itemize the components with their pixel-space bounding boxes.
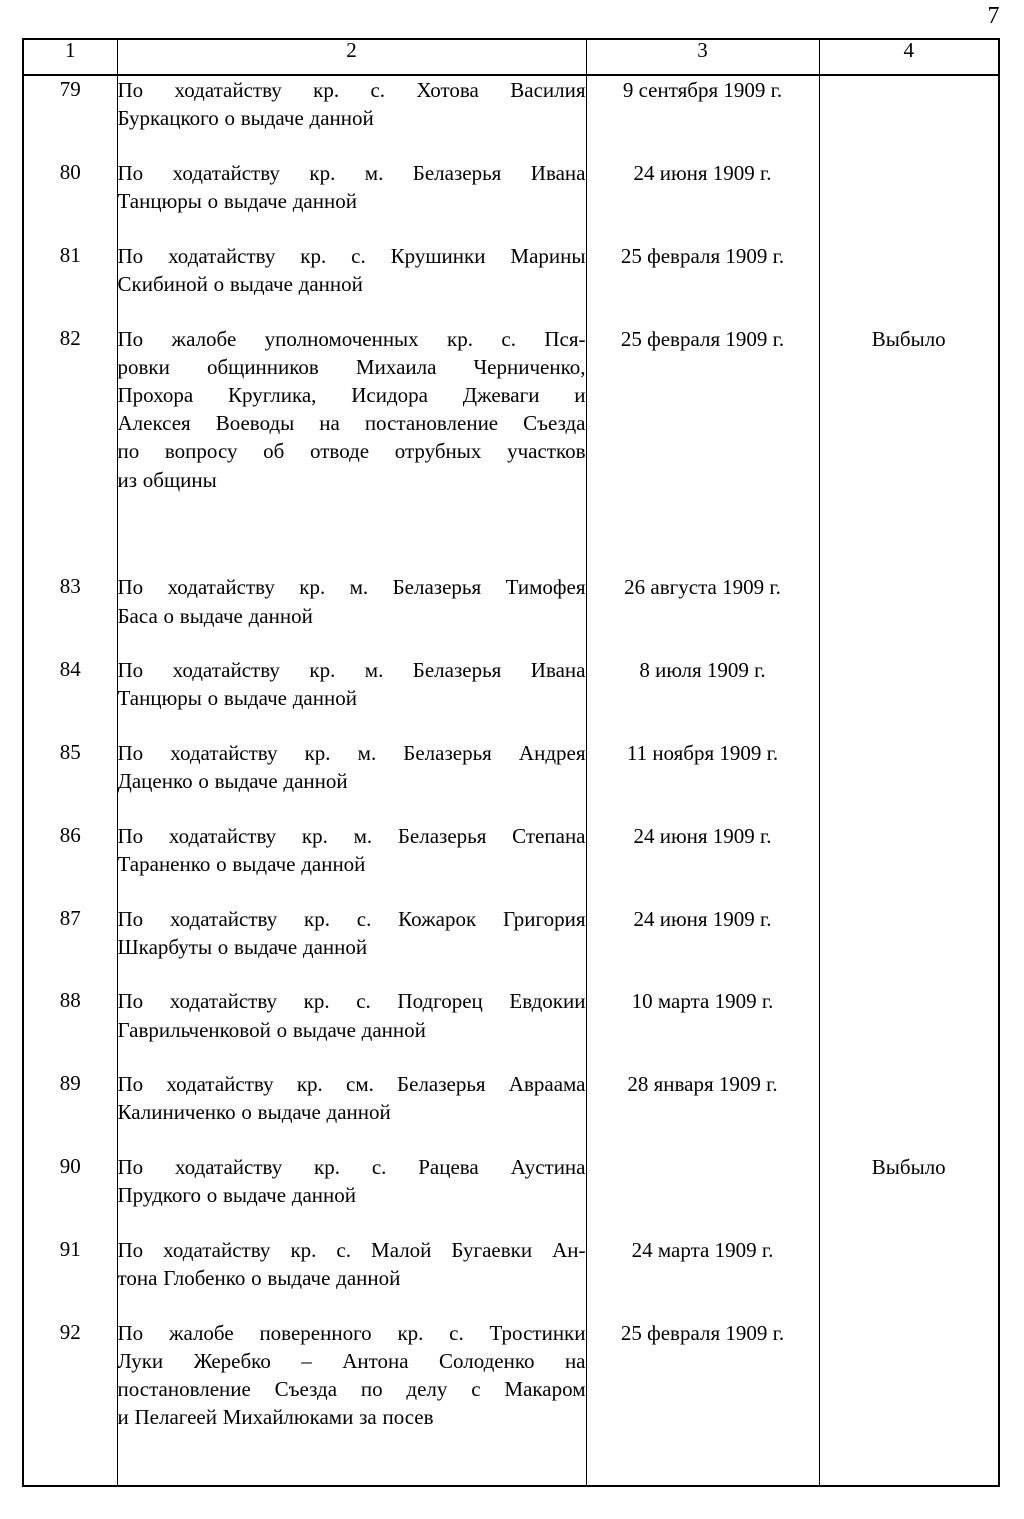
case-description-line: и Пелагеей Михайлюками за посев — [117, 1405, 434, 1430]
table-row — [23, 1236, 999, 1319]
case-description-cell — [117, 987, 586, 1070]
table-row — [23, 987, 999, 1070]
case-description-line: По жалобе уполномоченных кр. с. Пся- — [117, 326, 586, 351]
case-description-line: ровки общинников Михаила Черниченко, — [117, 355, 586, 380]
case-description-line: По ходатайству кр. с. Кожарок Григория — [117, 906, 586, 931]
decision-date-cell: 24 июня 1909 г. — [586, 905, 819, 988]
table-row — [23, 822, 999, 905]
decision-date-cell: 24 марта 1909 г. — [586, 1236, 819, 1319]
case-description-cell — [117, 242, 586, 325]
case-description-line: Калиниченко о выдаче данной — [117, 1100, 391, 1125]
note-cell — [819, 159, 999, 242]
case-description-line: По ходатайству кр. с. Хотова Василия — [117, 78, 586, 102]
note-cell — [819, 656, 999, 739]
case-description-line: По ходатайству кр. с. Рацева Аустина — [117, 1155, 586, 1180]
row-number-cell: 90 — [23, 1153, 117, 1236]
table-row — [23, 739, 999, 822]
table-row — [23, 159, 999, 242]
row-number-cell: 79 — [23, 75, 117, 159]
table-row — [23, 1319, 999, 1485]
case-description-line: Тараненко о выдаче данной — [117, 851, 366, 876]
case-description-line: Даценко о выдаче данной — [117, 769, 348, 794]
row-number-cell: 84 — [23, 656, 117, 739]
table-filler-cell — [23, 1484, 117, 1486]
note-cell — [819, 1236, 999, 1319]
table-row — [23, 242, 999, 325]
row-number-cell: 86 — [23, 822, 117, 905]
case-description-cell — [117, 739, 586, 822]
case-description-line: по вопросу об отводе отрубных участков — [117, 439, 586, 464]
decision-date-cell: 25 февраля 1909 г. — [586, 325, 819, 573]
row-number-cell: 83 — [23, 573, 117, 656]
case-description-line: По ходатайству кр. м. Белазерья Ивана — [117, 658, 586, 683]
case-description-line: Танцюры о выдаче данной — [117, 189, 357, 214]
note-cell — [819, 905, 999, 988]
case-description-cell — [117, 1236, 586, 1319]
case-description-line: Алексея Воеводы на постановление Съезда — [117, 411, 586, 436]
case-description-line: Буркацкого о выдаче данной — [117, 106, 374, 131]
row-number-cell: 92 — [23, 1319, 117, 1485]
row-number-cell: 91 — [23, 1236, 117, 1319]
note-cell — [819, 242, 999, 325]
note-cell — [819, 1070, 999, 1153]
decision-date-cell — [586, 1153, 819, 1236]
case-description-cell — [117, 905, 586, 988]
table-row — [23, 1070, 999, 1153]
case-description-cell — [117, 656, 586, 739]
case-description-line: По ходатайству кр. м. Белазерья Андрея — [117, 741, 586, 766]
decision-date-cell: 26 августа 1909 г. — [586, 573, 819, 656]
decision-date-cell: 24 июня 1909 г. — [586, 159, 819, 242]
case-description-line: постановление Съезда по делу с Макаром — [117, 1376, 586, 1401]
case-description-line: Скибиной о выдаче данной — [117, 272, 363, 297]
table-row — [23, 905, 999, 988]
case-description-line: По жалобе поверенного кр. с. Тростинки — [117, 1320, 586, 1345]
case-description-line: По ходатайству кр. с. Малой Бугаевки Ан- — [117, 1237, 586, 1262]
decision-date-cell: 25 февраля 1909 г. — [586, 242, 819, 325]
table-row — [23, 573, 999, 656]
column-header-4: 4 — [819, 39, 999, 75]
table-body — [23, 75, 999, 1486]
note-cell: Выбыло — [819, 325, 999, 573]
case-description-cell — [117, 1070, 586, 1153]
row-number-cell: 87 — [23, 905, 117, 988]
note-cell — [819, 987, 999, 1070]
note-cell — [819, 822, 999, 905]
case-description-cell — [117, 159, 586, 242]
document-sheet — [22, 38, 1000, 1487]
table-filler-cell — [819, 1484, 999, 1486]
case-description-cell — [117, 1319, 586, 1485]
table-row — [23, 325, 999, 573]
row-number-cell: 89 — [23, 1070, 117, 1153]
column-number-row — [23, 39, 999, 75]
case-description-line: Прохора Круглика, Исидора Джеваги и — [117, 383, 586, 408]
case-description-line: По ходатайству кр. см. Белазерья Авраама — [117, 1072, 586, 1097]
case-description-line: По ходатайству кр. с. Крушинки Марины — [117, 244, 586, 269]
case-description-cell — [117, 573, 586, 656]
decision-date-cell: 25 февраля 1909 г. — [586, 1319, 819, 1485]
table-row — [23, 656, 999, 739]
table-header — [23, 39, 999, 75]
decision-date-cell: 9 сентября 1909 г. — [586, 75, 819, 159]
case-description-line: Гаврильченковой о выдаче данной — [117, 1017, 426, 1042]
case-description-line: Баса о выдаче данной — [117, 603, 313, 628]
column-header-3: 3 — [586, 39, 819, 75]
row-number-cell: 82 — [23, 325, 117, 573]
table-filler-cell — [117, 1484, 586, 1486]
case-description-line: По ходатайству кр. м. Белазерья Ивана — [117, 161, 586, 186]
note-cell — [819, 1319, 999, 1485]
decision-date-cell: 24 июня 1909 г. — [586, 822, 819, 905]
row-number-cell: 80 — [23, 159, 117, 242]
case-description-line: По ходатайству кр. с. Подгорец Евдокии — [117, 989, 586, 1014]
page-number: 7 — [987, 3, 1000, 29]
note-cell — [819, 75, 999, 159]
column-header-1: 1 — [23, 39, 117, 75]
case-description-line: тона Глобенко о выдаче данной — [117, 1266, 401, 1291]
case-description-line: По ходатайству кр. м. Белазерья Степана — [117, 823, 586, 848]
row-number-cell: 81 — [23, 242, 117, 325]
table-row — [23, 75, 999, 159]
case-description-line: По ходатайству кр. м. Белазерья Тимофея — [117, 575, 586, 600]
decision-date-cell: 10 марта 1909 г. — [586, 987, 819, 1070]
case-description-cell — [117, 1153, 586, 1236]
decision-date-cell: 28 января 1909 г. — [586, 1070, 819, 1153]
case-description-line: Шкарбуты о выдаче данной — [117, 934, 368, 959]
case-description-line: из общины — [117, 467, 217, 492]
note-cell: Выбыло — [819, 1153, 999, 1236]
register-table — [22, 38, 1000, 1487]
table-filler-cell — [586, 1484, 819, 1486]
decision-date-cell: 11 ноября 1909 г. — [586, 739, 819, 822]
decision-date-cell: 8 июля 1909 г. — [586, 656, 819, 739]
case-description-cell — [117, 822, 586, 905]
case-description-line: Танцюры о выдаче данной — [117, 686, 357, 711]
case-description-line: Луки Жеребко – Антона Солоденко на — [117, 1348, 586, 1373]
table-row — [23, 1153, 999, 1236]
row-number-cell: 88 — [23, 987, 117, 1070]
column-header-2: 2 — [117, 39, 586, 75]
note-cell — [819, 573, 999, 656]
note-cell — [819, 739, 999, 822]
row-number-cell: 85 — [23, 739, 117, 822]
case-description-cell — [117, 325, 586, 573]
table-filler-row — [23, 1484, 999, 1486]
case-description-cell — [117, 75, 586, 159]
case-description-line: Прудкого о выдаче данной — [117, 1183, 357, 1208]
